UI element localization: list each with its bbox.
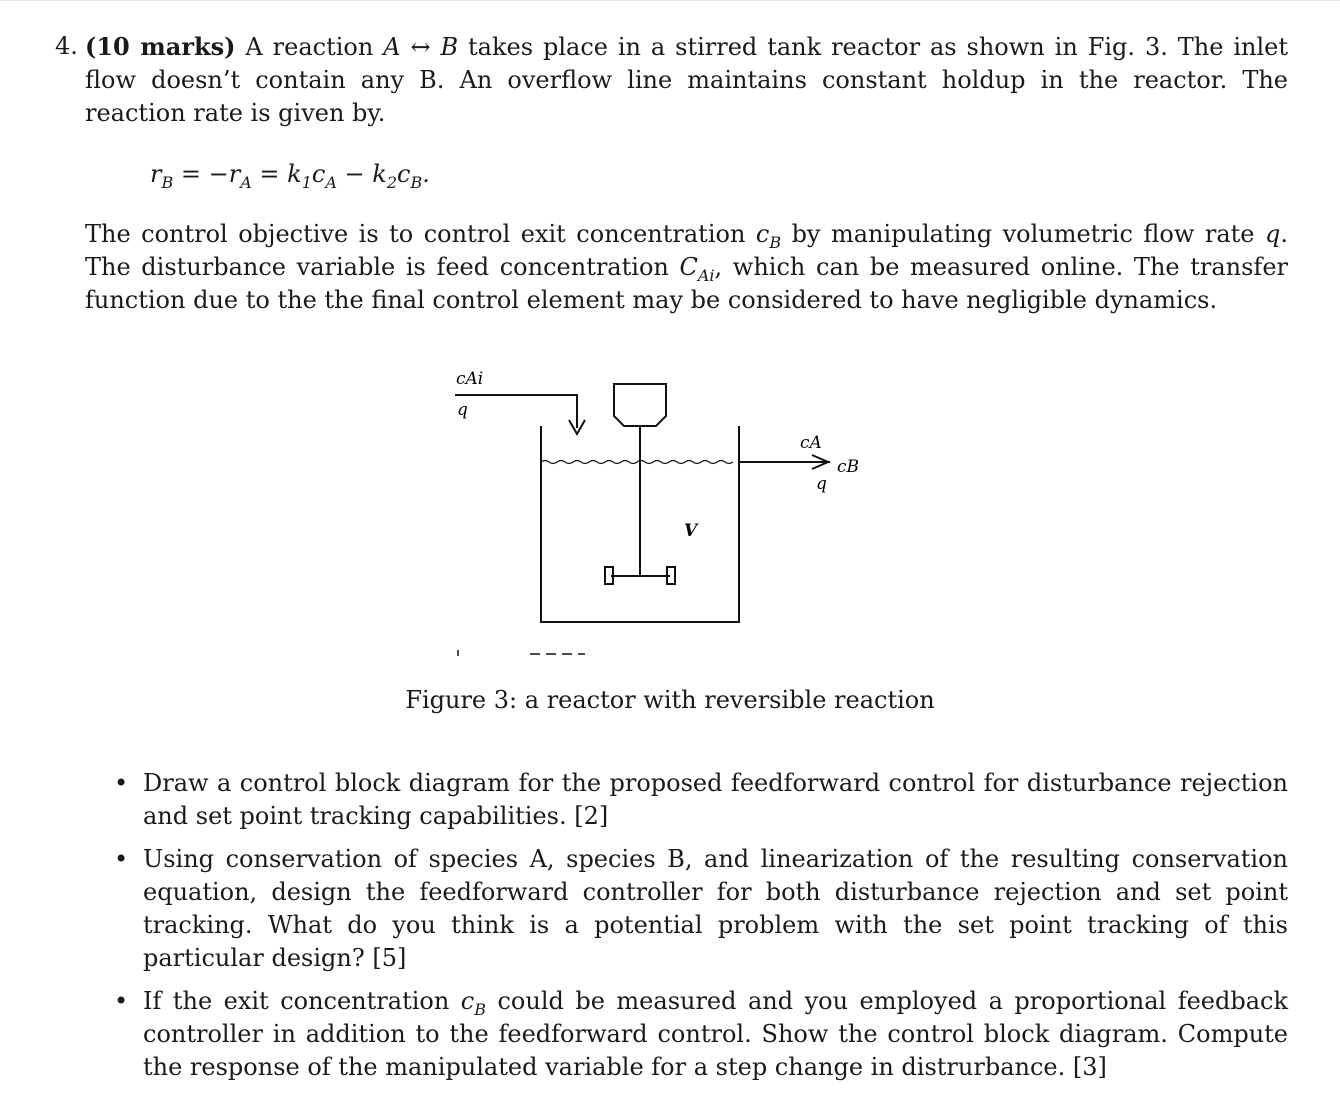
inlet-concentration-label: cAi xyxy=(456,369,484,389)
volume-label: V xyxy=(684,521,698,541)
list-item: • Using conservation of species A, species B, and linearization of the resulting conservation equation, design the feedforward controller for both disturbance rejection and set point tracking. What do you think is a potential problem with the set point tracking of this particular design? [5] xyxy=(114,845,1288,972)
list-item: • If the exit concentration $c_B$ could be measured and you employed a proportional feedback controller in addition to the feedforward control. Show the control block diagram. Compute the response of the manipulated variable for a step change in distrurbance. [3] xyxy=(114,987,1288,1081)
problem-4 xyxy=(55,30,1288,317)
outlet-flow-label: q xyxy=(816,474,827,494)
control-objective: The control objective is to control exit concentration $c_B$ by manipulating volumetric flow rate q. The disturbance variable is feed concentration $C_{Ai}$, which can be measured online. The transfer function due to the the final control element may be considered to have negligible dynamics. xyxy=(85,220,1288,314)
reaction-expression: A ↔ B xyxy=(383,33,459,61)
question-number: 4. xyxy=(55,32,78,60)
bullet-icon: • xyxy=(114,845,129,873)
reactor-figure xyxy=(440,358,910,658)
bullet-icon: • xyxy=(114,769,129,797)
liquid-level xyxy=(541,461,733,464)
problem-intro: (10 marks) A reaction A ↔ B takes place in a stirred tank reactor as shown in Fig. 3. The inlet flow doesn’t contain any B. An overflow line maintains constant holdup in the reactor. The reaction rate is given by. xyxy=(85,32,1288,127)
marks-label: (10 marks) xyxy=(85,32,236,61)
top-rule xyxy=(0,0,1340,1)
figure-caption: Figure 3: a reactor with reversible reaction xyxy=(405,686,935,714)
list-item: • Draw a control block diagram for the proposed feedforward control for disturbance rejection and set point tracking capabilities. [2] xyxy=(114,769,1288,830)
inlet-pipe xyxy=(455,395,577,428)
outlet-cA-label: cA xyxy=(800,433,822,453)
task-list xyxy=(110,767,1288,1094)
outlet-cB-label: cB xyxy=(837,457,860,477)
bullet-icon: • xyxy=(114,987,129,1015)
agitator-motor xyxy=(614,384,666,426)
inlet-flow-label: q xyxy=(457,400,468,420)
rate-equation: $r_B = -r_A = k_1c_A - k_2c_B$. xyxy=(150,160,430,192)
